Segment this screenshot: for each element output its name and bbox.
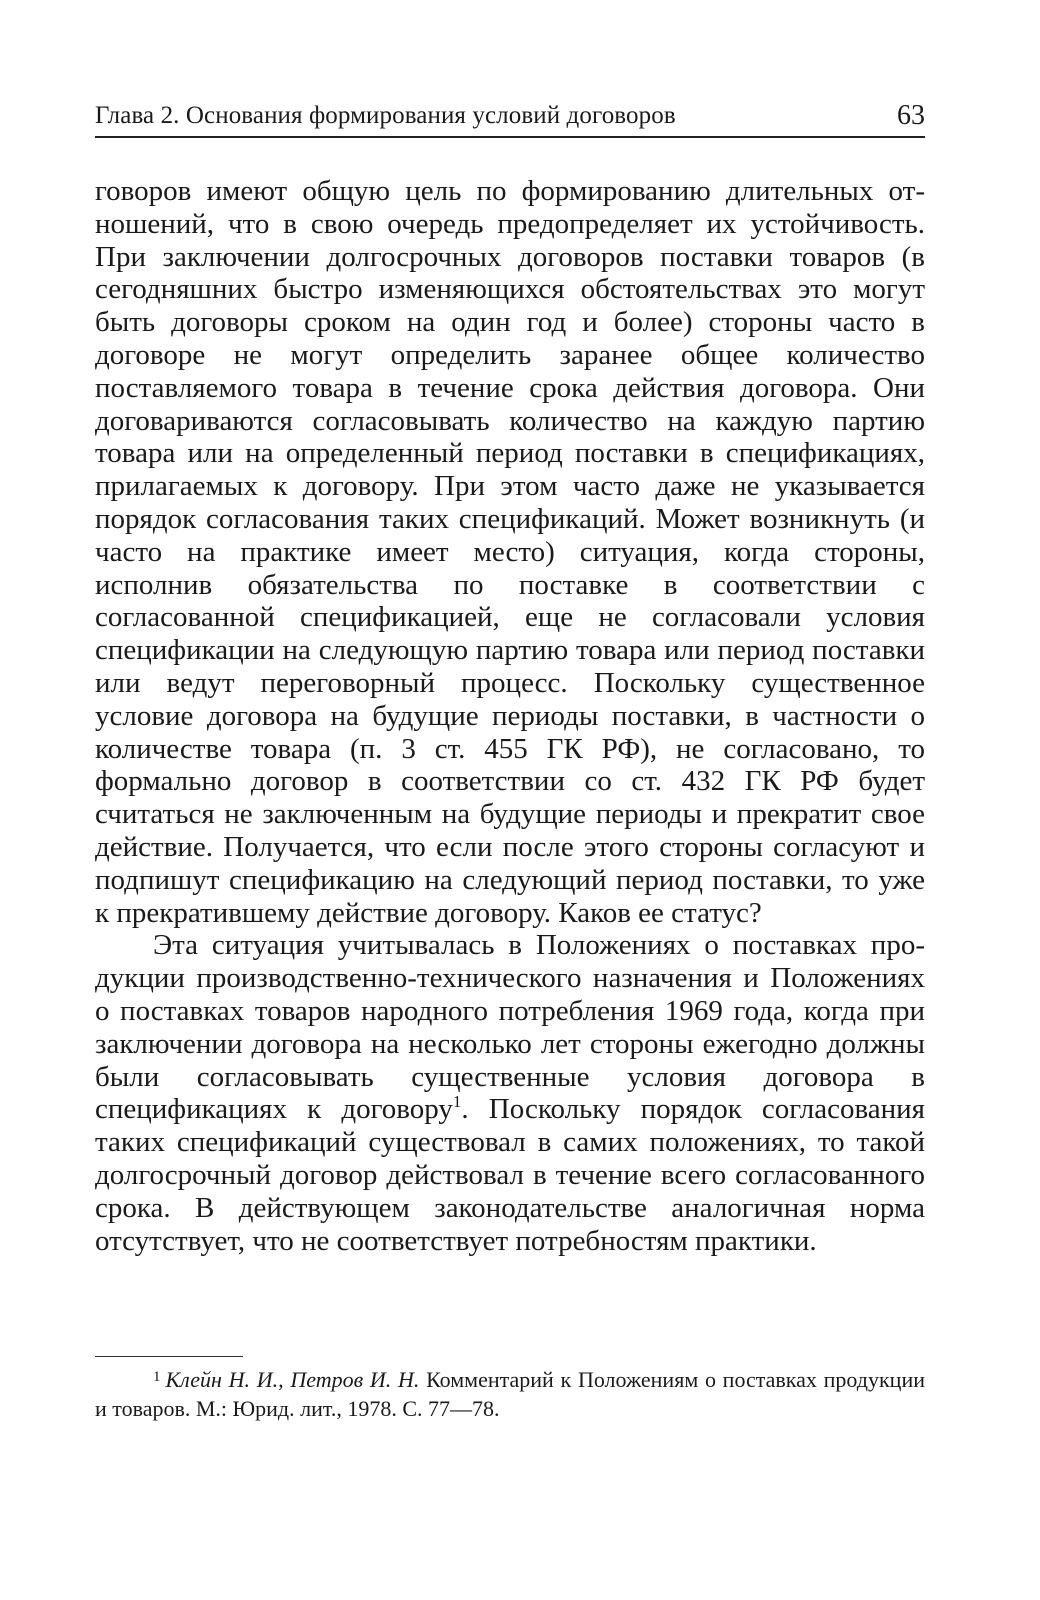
page-number: 63 [897,100,925,131]
chapter-running-title: Глава 2. Основания формирования условий договоров [95,102,676,129]
footnote [95,1366,925,1423]
book-page [95,0,925,1600]
footnote-divider [95,1356,243,1357]
footnote-text: Комментарий к Положениям о поставках продукции и товаров. М.: Юрид. лит., 1978. С. 77—78. [95,1367,925,1421]
paragraph-continued: говоров имеют общую цель по формированию длительных отношений, что в свою очередь предопределяет их устойчивость. При заключении долгосрочных договоров поставки товаров (в сегодняшних быстро изменяющихся обстоятельствах это могут быть договоры сроком на один год и более) стороны часто в договоре не могут определить заранее общее количество поставляемого товара в течение срока действия договора. Они договариваются согласовывать количество на каждую партию товара или на определенный период поставки в спецификациях, прилагаемых к договору. При этом часто даже не указывается порядок согласования таких спецификаций. Может возникнуть (и часто на практике имеет место) ситуация, когда стороны, исполнив обязательства по поставке в соответствии с согласованной спецификацией, еще не согласовали условия спецификации на следующую партию товара или период поставки или ведут переговорный процесс. Поскольку существенное условие договора на будущие периоды поставки, в частности о количестве товара (п. 3 ст. 455 ГК РФ), не согласовано, то формально договор в соответствии со ст. 432 ГК РФ будет считаться не заключенным на будущие периоды и прекратит свое действие. Получается, что если после этого стороны согласуют и подпишут спецификацию на следующий период поставки, то уже к прекратившему действие договору. Каков ее статус? [95,175,925,929]
paragraph-situation [95,929,925,1257]
paragraph-text-part-1: Эта ситуация учитывалась в Положениях о поставках продукции производственно-технического назначения и Положениях о поставках товаров народного потребления 1969 года, когда при заключении договора на несколько лет стороны ежегодно должны были согласовывать существенные условия договора в спецификациях к договору [95,929,925,1126]
main-text [95,175,925,1257]
footnote-authors: Клейн Н. И., Петров И. Н. [165,1367,420,1392]
footnote-reference[interactable]: 1 [452,1092,462,1112]
running-header [95,96,925,138]
paragraph-text-part-2: . Поскольку порядок согласования таких спецификаций существовал в самих положениях, то такой долгосрочный договор действовал в течение всего согласованного срока. В действующем законодательстве аналогичная норма отсутствует, что не соответствует потребностям практики. [95,1093,926,1257]
footnote-marker: 1 [153,1369,161,1385]
